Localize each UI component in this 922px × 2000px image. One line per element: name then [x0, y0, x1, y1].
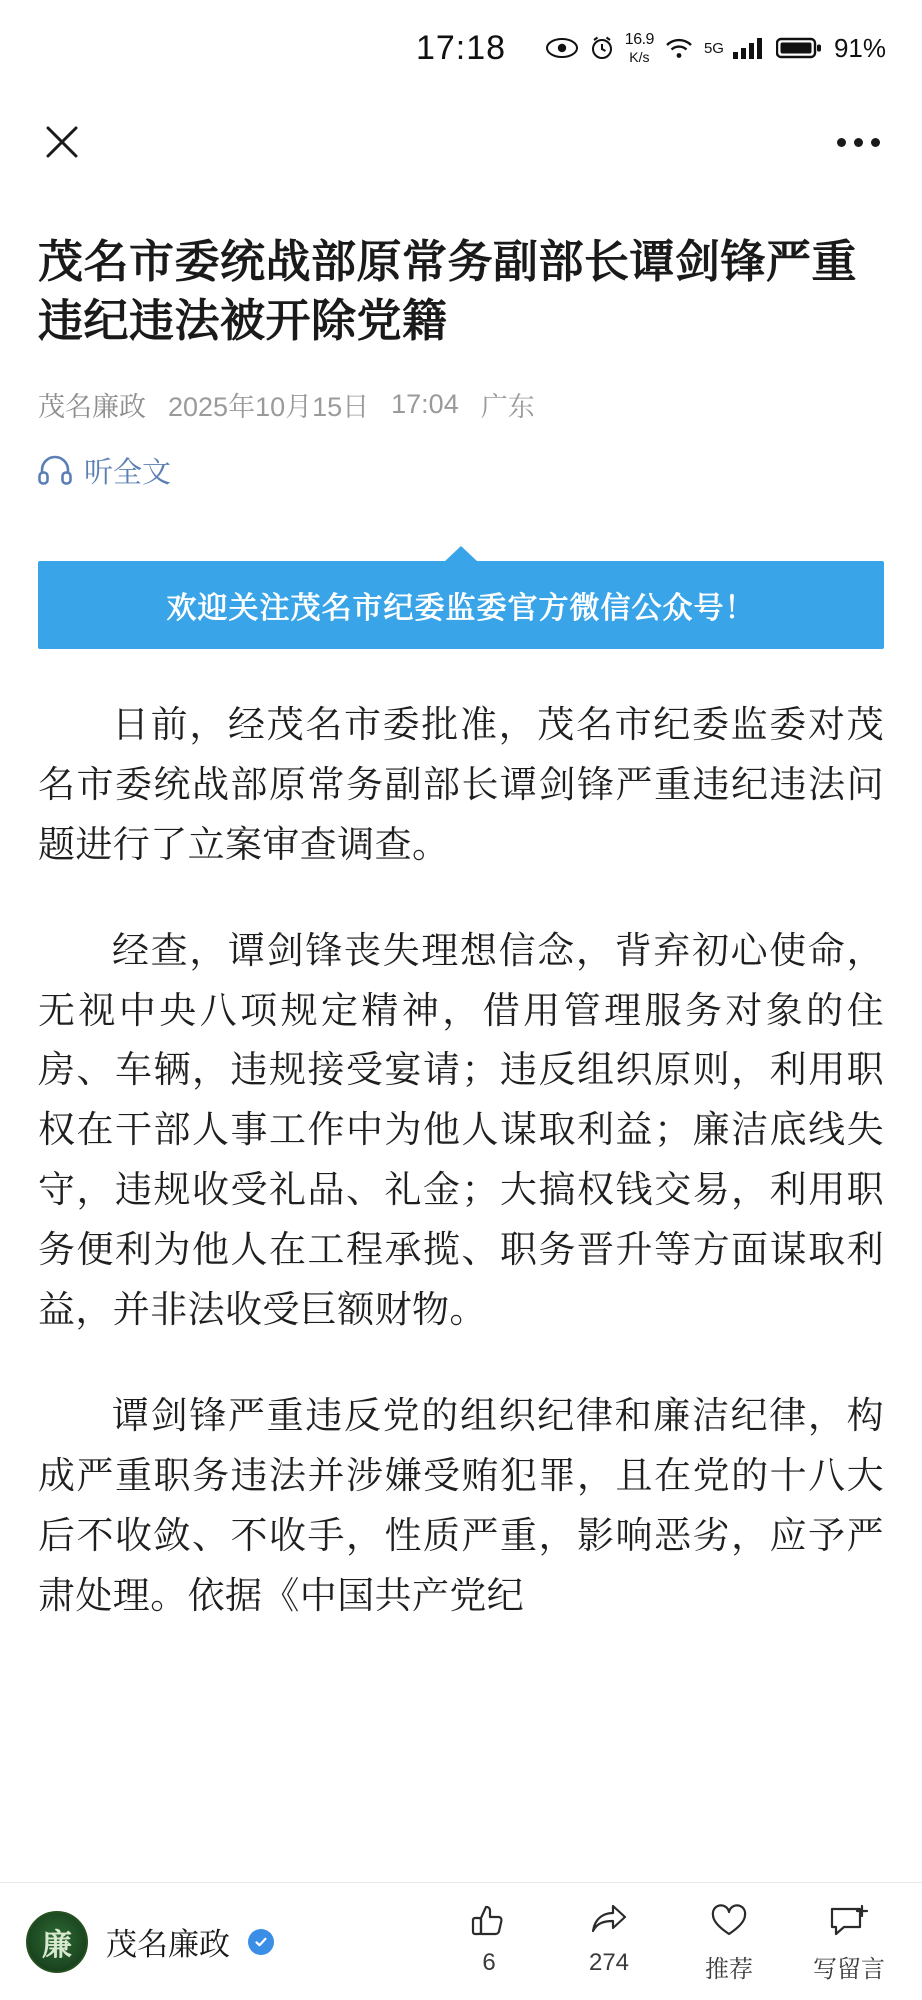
battery-percent: 91% — [833, 32, 886, 63]
status-time: 17:18 — [415, 28, 507, 67]
status-bar — [0, 0, 922, 96]
more-options-icon[interactable] — [828, 114, 888, 170]
heart-icon — [709, 1899, 749, 1943]
recommend-label: 推荐 — [705, 1956, 753, 1983]
like-button[interactable] — [452, 1899, 526, 1977]
verified-badge-icon — [248, 1929, 274, 1955]
listen-label: 听全文 — [84, 456, 172, 489]
share-count: 274 — [588, 1949, 630, 1976]
promo-banner[interactable] — [38, 561, 884, 649]
network-speed-indicator — [625, 32, 654, 64]
article-location: 广东 — [480, 391, 535, 422]
comment-button[interactable] — [812, 1899, 886, 1984]
listen-full-text-button[interactable] — [38, 450, 884, 491]
article-time: 17:04 — [391, 388, 459, 419]
article-paragraph-2: 经查，谭剑锋丧失理想信念，背弃初心使命，无视中央八项规定精神，借用管理服务对象的住房、车辆，违规接受宴请；违反组织原则，利用职权在干部人事工作中为他人谋取利益；廉洁底线失守，违规收受礼品、礼金；大搞权钱交易，利用职务便利为他人在工程承揽、职务晋升等方面谋取利益，并非法收受巨额财物。 — [38, 929, 884, 1331]
net-speed-unit: K/s — [629, 49, 650, 65]
article-paragraph-3: 谭剑锋严重违反党的组织纪律和廉洁纪律，构成严重职务违法并涉嫌受贿犯罪，且在党的十八大后不收敛、不收手，性质严重，影响恶劣，应予严肃处理。依据《中国共产党纪 — [38, 1395, 884, 1616]
article-body — [0, 188, 922, 1882]
share-button[interactable] — [572, 1899, 646, 1977]
thumbs-up-icon — [469, 1899, 509, 1943]
share-icon — [589, 1899, 629, 1943]
comment-label: 写留言 — [813, 1956, 885, 1983]
comment-icon — [828, 1899, 870, 1943]
network-type-label: 5G — [703, 39, 724, 57]
close-icon[interactable] — [34, 114, 90, 170]
action-buttons — [452, 1899, 892, 1984]
page-title: 茂名市委统战部原常务副部长谭剑锋严重违纪违法被开除党籍 — [38, 236, 858, 347]
content-fade — [0, 1822, 922, 1882]
article-date: 2025年10月15日 — [168, 391, 370, 422]
account-name: 茂名廉政 — [106, 1927, 230, 1962]
signal-bars-icon — [732, 36, 766, 60]
nav-bar — [0, 96, 922, 188]
recommend-button[interactable] — [692, 1899, 766, 1984]
net-speed-value: 16.9 — [624, 31, 654, 48]
article-meta — [38, 385, 884, 424]
alarm-clock-icon — [589, 35, 615, 61]
status-icons — [545, 32, 886, 64]
headphones-icon — [38, 455, 72, 485]
article-author[interactable]: 茂名廉政 — [38, 391, 146, 422]
wifi-icon — [664, 36, 694, 60]
eye-icon — [545, 36, 579, 60]
bottom-action-bar — [0, 1882, 922, 2000]
avatar[interactable]: 廉 — [26, 1911, 88, 1973]
like-count: 6 — [482, 1949, 496, 1976]
article-paragraph-1: 日前，经茂名市委批准，茂名市纪委监委对茂名市委统战部原常务副部长谭剑锋严重违纪违法问题进行了立案审查调查。 — [38, 703, 884, 865]
promo-banner-text: 欢迎关注茂名市纪委监委官方微信公众号！ — [38, 561, 884, 649]
account-entry[interactable] — [26, 1911, 274, 1973]
battery-icon — [776, 36, 822, 60]
